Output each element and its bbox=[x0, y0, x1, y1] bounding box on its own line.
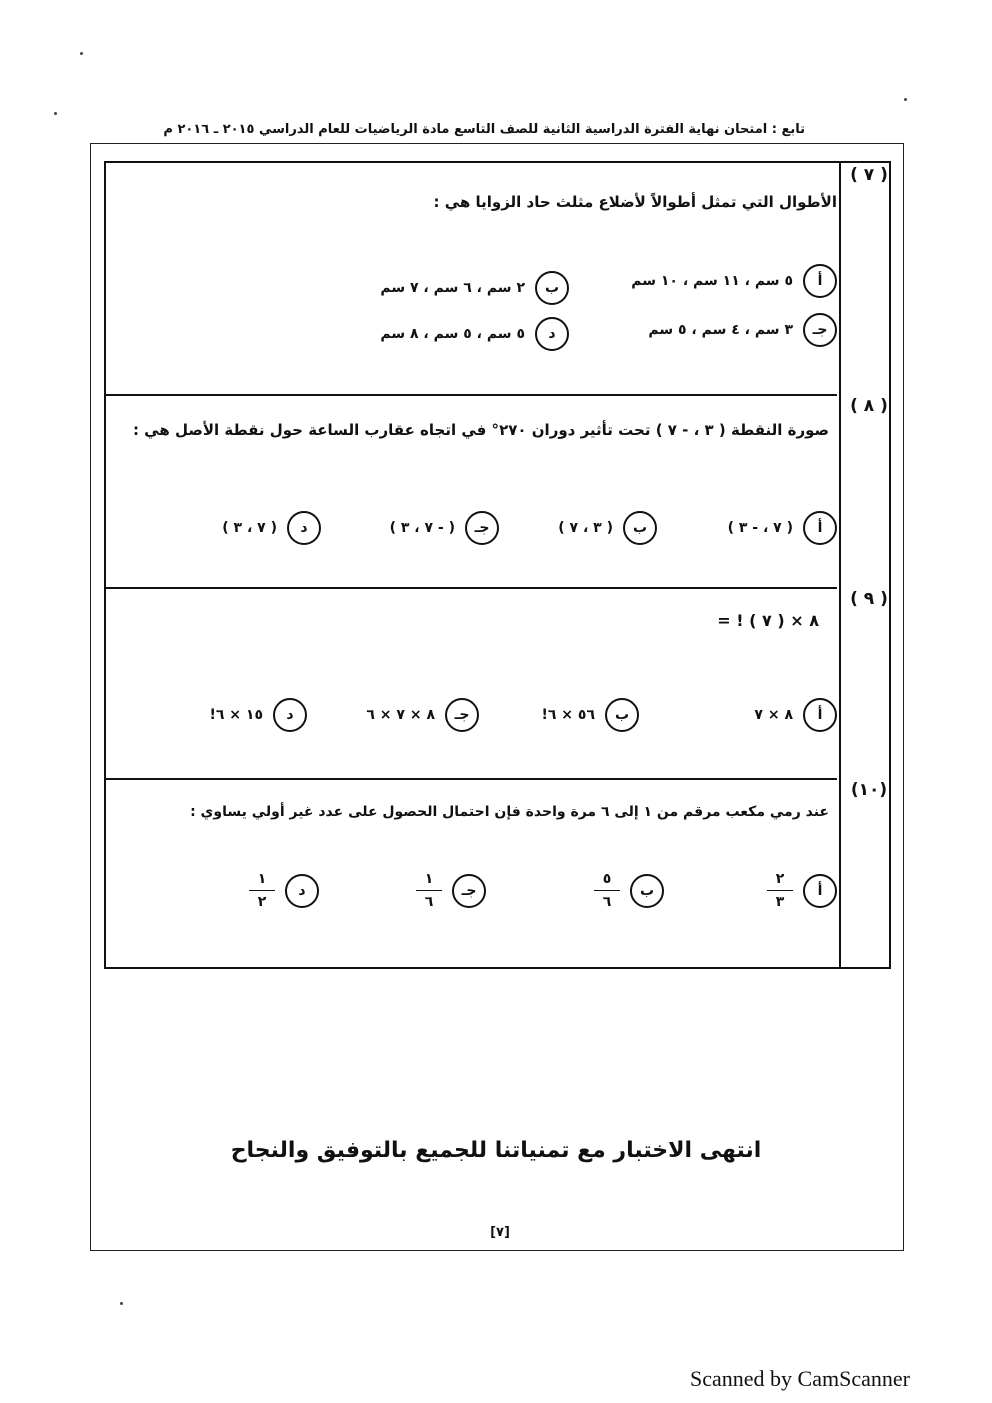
row-divider bbox=[106, 778, 837, 780]
fraction-bar bbox=[249, 890, 275, 891]
option-d[interactable] bbox=[249, 871, 319, 910]
scan-speck bbox=[54, 112, 57, 115]
option-letter: جـ bbox=[445, 698, 479, 732]
fraction-bar bbox=[416, 890, 442, 891]
option-b[interactable] bbox=[541, 698, 639, 732]
question-text: عند رمي مكعب مرقم من ١ إلى ٦ مرة واحدة فإن احتمال الحصول على عدد غير أولي يساوي : bbox=[190, 804, 829, 820]
option-text: ٣ سم ، ٤ سم ، ٥ سم bbox=[648, 322, 793, 338]
option-a[interactable] bbox=[631, 264, 837, 298]
fraction-denominator: ٦ bbox=[602, 894, 612, 910]
row-divider bbox=[106, 394, 837, 396]
option-c[interactable] bbox=[648, 313, 837, 347]
option-letter: د bbox=[285, 874, 319, 908]
option-a[interactable] bbox=[767, 871, 837, 910]
option-letter: جـ bbox=[803, 313, 837, 347]
option-letter: د bbox=[273, 698, 307, 732]
option-b[interactable] bbox=[594, 871, 664, 910]
option-a[interactable] bbox=[754, 698, 837, 732]
questions-table bbox=[104, 161, 891, 969]
question-number: ( ٨ ) bbox=[850, 396, 888, 416]
fraction-numerator: ١ bbox=[424, 871, 434, 887]
fraction-numerator: ٥ bbox=[602, 871, 612, 887]
question-text: صورة النقطة ( ٣ ، - ٧ ) تحت تأثير دوران ٢٧٠° في اتجاه عقارب الساعة حول نقطة الأصل هي : bbox=[132, 421, 829, 439]
scan-speck bbox=[904, 98, 907, 101]
option-d[interactable] bbox=[209, 698, 307, 732]
option-text: ( ٣ ، ٧ ) bbox=[558, 520, 613, 536]
option-letter: ب bbox=[630, 874, 664, 908]
question-number: (١٠) bbox=[850, 780, 888, 800]
option-c[interactable] bbox=[366, 698, 479, 732]
option-letter: أ bbox=[803, 874, 837, 908]
fraction-bar bbox=[767, 890, 793, 891]
closing-message: انتهى الاختبار مع تمنياتنا للجميع بالتوفيق والنجاح bbox=[230, 1138, 762, 1163]
fraction-denominator: ٣ bbox=[775, 894, 785, 910]
option-d[interactable] bbox=[380, 317, 569, 351]
option-letter: د bbox=[535, 317, 569, 351]
option-fraction bbox=[416, 871, 442, 910]
row-divider bbox=[106, 587, 837, 589]
option-text: ٥ سم ، ١١ سم ، ١٠ سم bbox=[631, 273, 793, 289]
option-fraction bbox=[767, 871, 793, 910]
option-letter: جـ bbox=[452, 874, 486, 908]
option-text: ٨ × ٧ bbox=[754, 707, 793, 723]
question-number: ( ٩ ) bbox=[850, 589, 888, 609]
fraction-denominator: ٢ bbox=[257, 894, 267, 910]
option-letter: جـ bbox=[465, 511, 499, 545]
number-column-divider bbox=[839, 163, 841, 967]
option-text: ( ٧ ، ٣ ) bbox=[222, 520, 277, 536]
option-letter: أ bbox=[803, 511, 837, 545]
fraction-numerator: ٢ bbox=[775, 871, 785, 887]
option-d[interactable] bbox=[222, 511, 321, 545]
option-a[interactable] bbox=[728, 511, 837, 545]
option-text: ٢ سم ، ٦ سم ، ٧ سم bbox=[380, 280, 525, 296]
exam-header: تابع : امتحان نهاية الفترة الدراسية الثانية للصف التاسع مادة الرياضيات للعام الدراسي ٢٠١٥ ـ ٢٠١٦ م bbox=[163, 122, 805, 137]
option-letter: أ bbox=[803, 698, 837, 732]
scanner-watermark: Scanned by CamScanner bbox=[690, 1366, 910, 1391]
option-letter: د bbox=[287, 511, 321, 545]
option-fraction bbox=[249, 871, 275, 910]
question-text: ٨ × ( ٧ ) ! = bbox=[717, 611, 819, 630]
option-text: ( - ٧ ، ٣ ) bbox=[389, 520, 455, 536]
fraction-denominator: ٦ bbox=[424, 894, 434, 910]
question-text: الأطوال التي تمثل أطوالاً لأضلاع مثلث حاد الزوايا هي : bbox=[433, 193, 837, 211]
fraction-bar bbox=[594, 890, 620, 891]
option-b[interactable] bbox=[558, 511, 657, 545]
fraction-numerator: ١ bbox=[257, 871, 267, 887]
scan-speck bbox=[80, 52, 83, 55]
option-text: ١٥ × ٦! bbox=[209, 707, 263, 723]
option-text: ٥٦ × ٦! bbox=[541, 707, 595, 723]
option-c[interactable] bbox=[390, 511, 499, 545]
option-letter: ب bbox=[535, 271, 569, 305]
option-text: ٥ سم ، ٥ سم ، ٨ سم bbox=[380, 326, 525, 342]
option-letter: ب bbox=[623, 511, 657, 545]
option-c[interactable] bbox=[416, 871, 486, 910]
option-fraction bbox=[594, 871, 620, 910]
scan-speck bbox=[120, 1302, 123, 1305]
option-letter: أ bbox=[803, 264, 837, 298]
question-number: ( ٧ ) bbox=[850, 165, 888, 185]
option-letter: ب bbox=[605, 698, 639, 732]
page-number: [٧] bbox=[490, 1225, 510, 1240]
option-b[interactable] bbox=[380, 271, 569, 305]
option-text: ٨ × ٧ × ٦ bbox=[366, 707, 435, 723]
option-text: ( ٧ ، - ٣ ) bbox=[727, 520, 793, 536]
